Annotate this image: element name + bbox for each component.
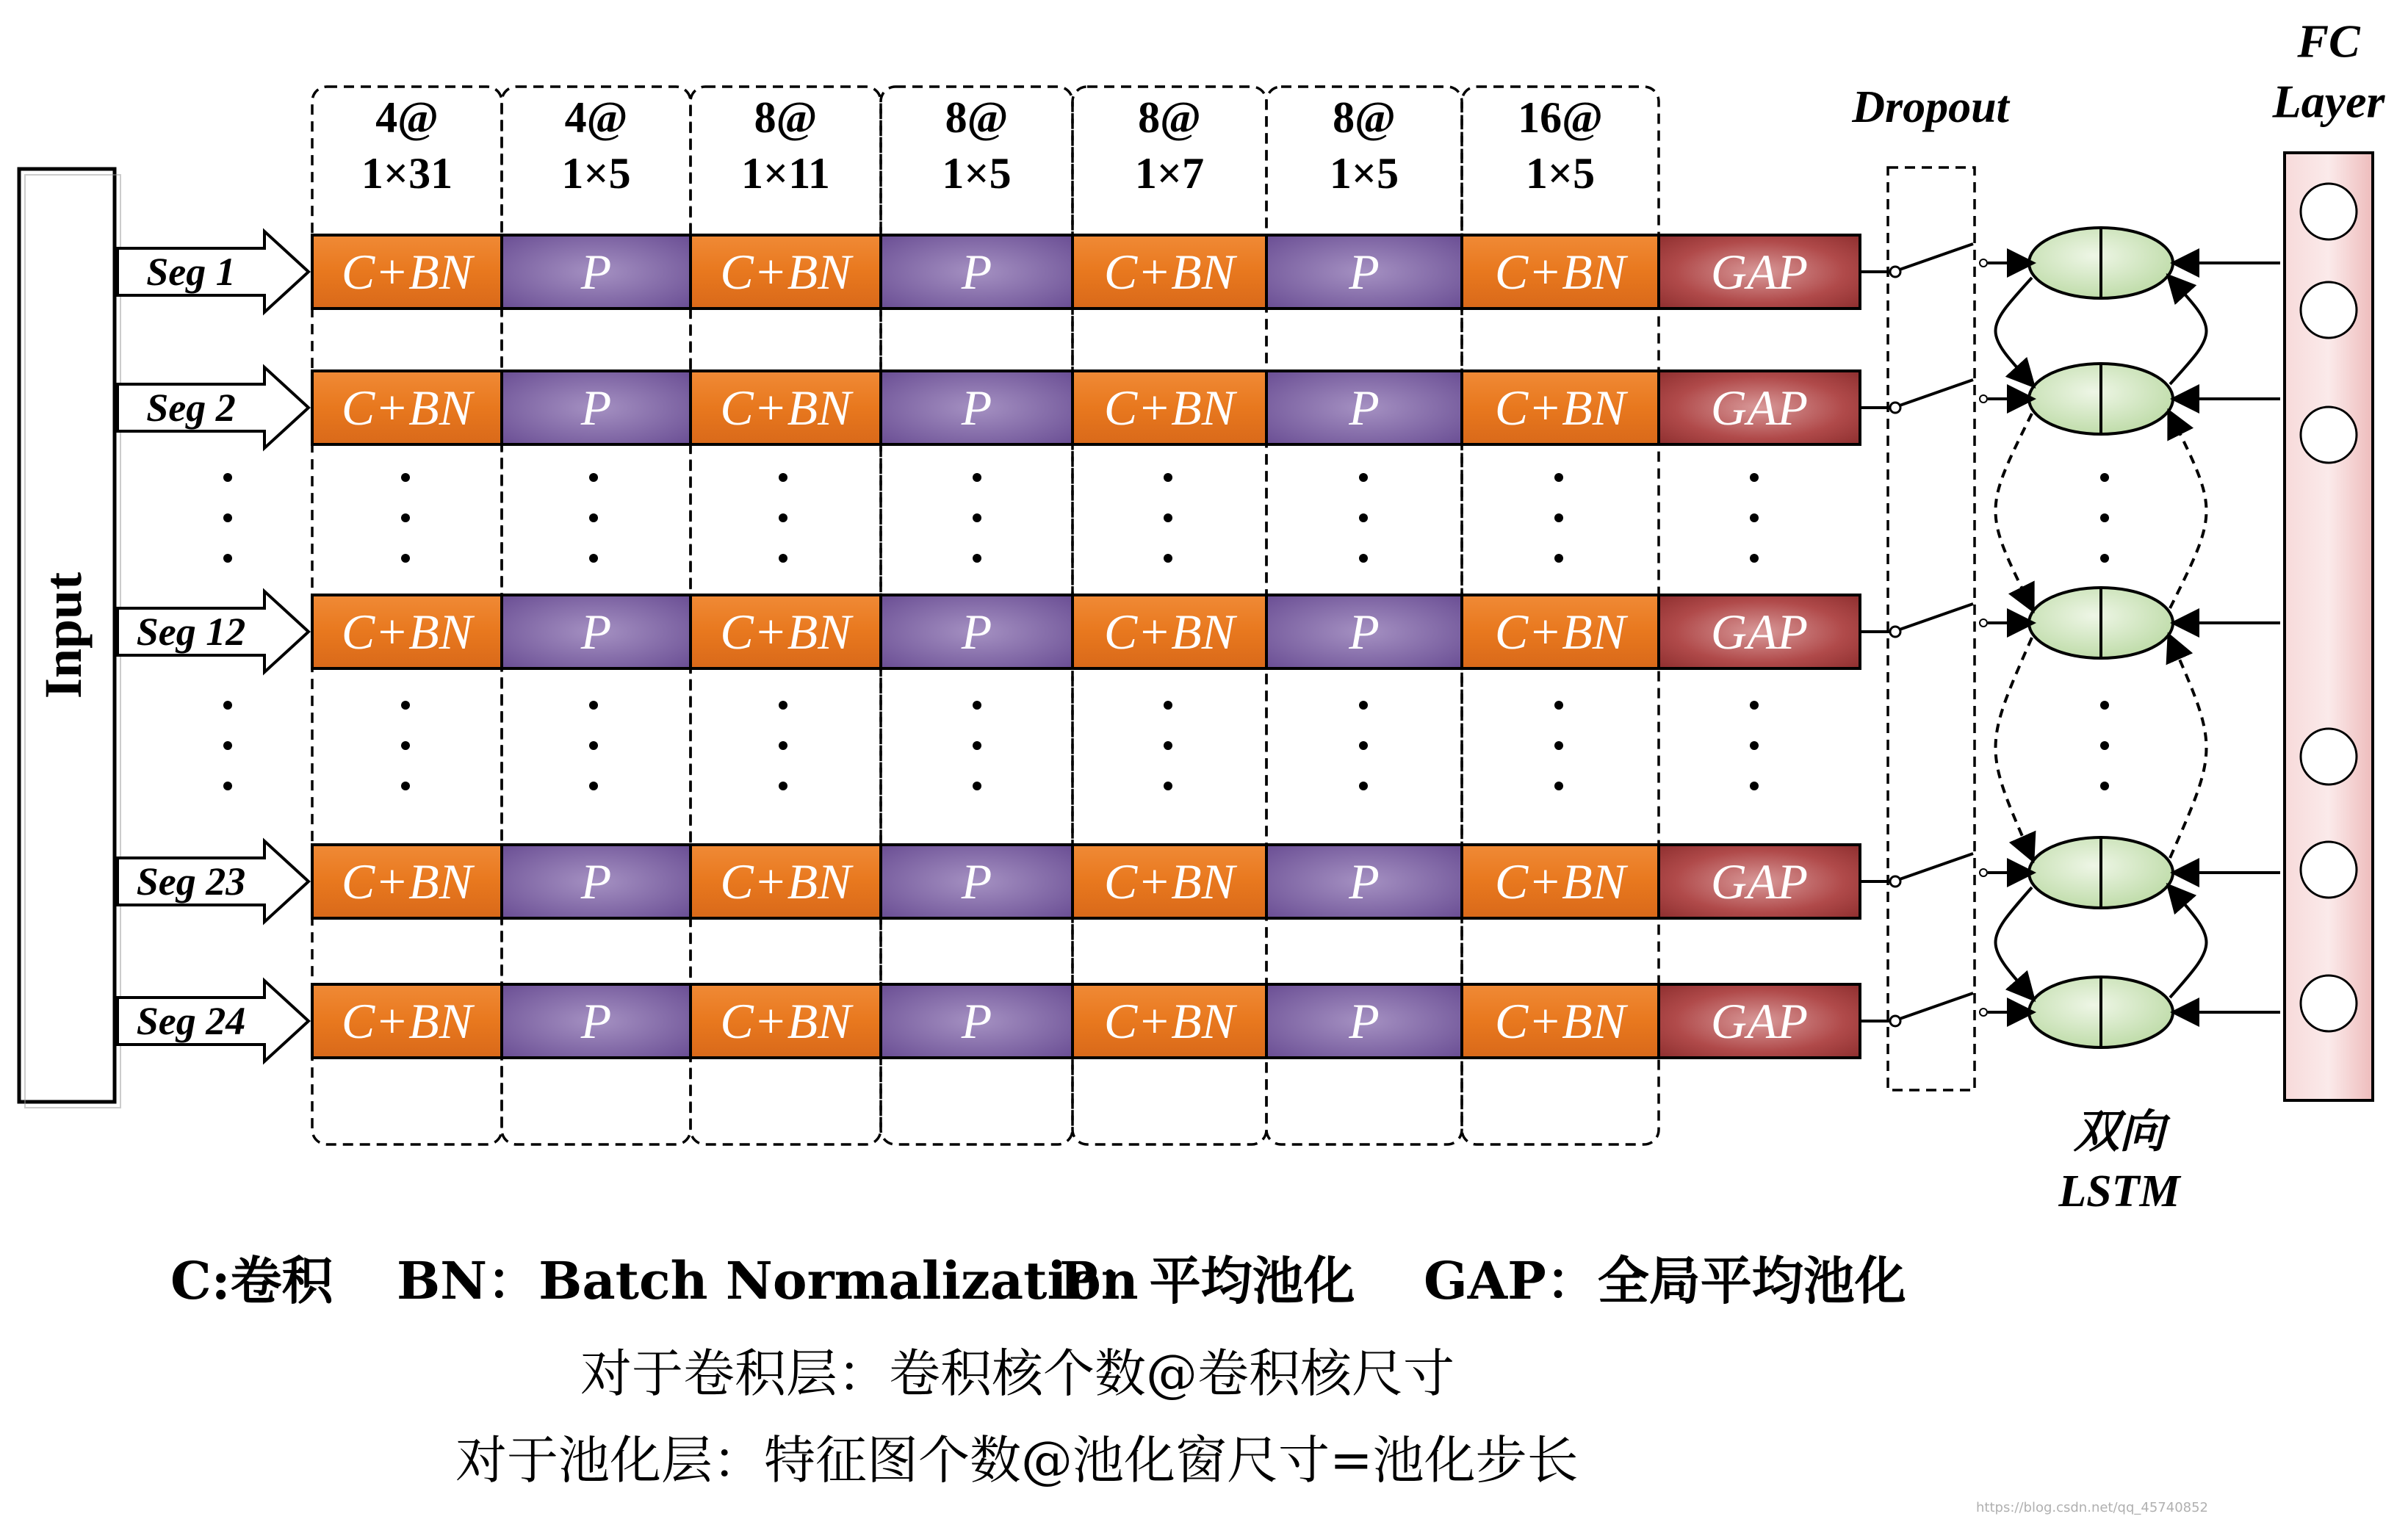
block-label-r3-c1: C+BN	[341, 604, 473, 660]
segment-label-5: Seg 24	[136, 999, 246, 1043]
ellipsis-dot-0-8-0	[1750, 473, 1759, 482]
ellipsis-dot-0-2-1	[589, 513, 598, 522]
ellipsis-dot-1-4-2	[973, 782, 981, 790]
ellipsis-dot-0-6-2	[1359, 554, 1368, 563]
switch-blade-3	[1900, 604, 1973, 630]
block-label-r5-c4: P	[961, 993, 992, 1049]
ellipsis-dot-0-5-0	[1164, 473, 1172, 482]
block-label-r5-c6: P	[1349, 993, 1380, 1049]
fc-label-line2: Layer	[2272, 75, 2385, 128]
lstm-backward-arc-1	[2170, 278, 2207, 384]
switch-pivot-4	[1890, 876, 1900, 887]
switch-pivot-3	[1890, 627, 1900, 637]
ellipsis-dot-1-2-2	[589, 782, 598, 790]
ellipsis-dot-0-0-2	[223, 554, 232, 563]
ellipsis-dot-0-5-1	[1164, 513, 1172, 522]
block-label-r3-c6: P	[1349, 604, 1380, 660]
layer-header-filters-7: 16@	[1518, 93, 1603, 142]
block-label-r2-c4: P	[961, 380, 992, 436]
legend-bn: BN：Batch Normalization	[397, 1250, 1139, 1311]
ellipsis-dot-0-0-1	[223, 513, 232, 522]
ellipsis-dot-1-5-1	[1164, 741, 1172, 750]
legend-pool-layer-note: 对于池化层：特征图个数@池化窗尺寸=池化步长	[455, 1430, 1579, 1490]
fc-neuron-3	[2301, 407, 2357, 463]
segment-label-4: Seg 23	[136, 859, 246, 904]
layer-header-size-4: 1×5	[942, 149, 1012, 198]
block-label-r1-c6: P	[1349, 244, 1380, 300]
block-label-r1-c3: C+BN	[720, 244, 851, 300]
ellipsis-dot-0-7-0	[1554, 473, 1563, 482]
ellipsis-dot-0-9-0	[2100, 473, 2109, 482]
ellipsis-dot-1-3-0	[779, 701, 787, 710]
block-label-r2-c2: P	[580, 380, 612, 436]
switch-pivot-2	[1890, 403, 1900, 413]
legend-pool: P：平均池化	[1059, 1250, 1355, 1311]
block-label-r2-c8: GAP	[1710, 380, 1809, 436]
block-label-r4-c6: P	[1349, 854, 1380, 909]
layer-header-size-3: 1×11	[741, 149, 830, 198]
fc-neuron-5	[2301, 842, 2357, 898]
block-label-r2-c5: C+BN	[1103, 380, 1236, 436]
lstm-forward-arc-3	[1996, 638, 2033, 858]
ellipsis-dot-1-9-0	[2100, 701, 2109, 710]
ellipsis-dot-1-6-0	[1359, 701, 1368, 710]
switch-contact-2	[1980, 395, 1987, 403]
block-label-r3-c7: C+BN	[1494, 604, 1626, 660]
ellipsis-dot-0-5-2	[1164, 554, 1172, 563]
block-label-r4-c7: C+BN	[1494, 854, 1626, 909]
block-label-r2-c3: C+BN	[720, 380, 851, 436]
ellipsis-dot-1-6-1	[1359, 741, 1368, 750]
legend-conv-layer-note: 对于卷积层：卷积核个数@卷积核尺寸	[580, 1344, 1454, 1404]
ellipsis-dot-0-2-2	[589, 554, 598, 563]
legend-gap: GAP：全局平均池化	[1424, 1250, 1906, 1311]
ellipsis-dot-1-4-1	[973, 741, 981, 750]
block-label-r5-c2: P	[580, 993, 612, 1049]
layer-header-size-2: 1×5	[561, 149, 631, 198]
block-label-r1-c5: C+BN	[1103, 244, 1236, 300]
watermark: https://blog.csdn.net/qq_45740852	[1976, 1500, 2209, 1515]
switch-pivot-1	[1890, 267, 1900, 277]
block-label-r4-c1: C+BN	[341, 854, 473, 909]
block-label-r4-c3: C+BN	[720, 854, 851, 909]
block-label-r4-c5: C+BN	[1103, 854, 1236, 909]
ellipsis-dot-1-3-1	[779, 741, 787, 750]
layer-header-filters-1: 4@	[375, 93, 439, 142]
ellipsis-dot-1-7-2	[1554, 782, 1563, 790]
layer-header-filters-6: 8@	[1333, 93, 1396, 142]
lstm-forward-arc-1	[1996, 278, 2033, 384]
layer-header-filters-3: 8@	[754, 93, 818, 142]
ellipsis-dot-0-9-2	[2100, 554, 2109, 563]
block-label-r5-c7: C+BN	[1494, 993, 1626, 1049]
ellipsis-dot-0-4-1	[973, 513, 981, 522]
fc-neuron-6	[2301, 975, 2357, 1031]
segment-label-1: Seg 1	[146, 250, 236, 294]
ellipsis-dot-1-5-0	[1164, 701, 1172, 710]
switch-blade-5	[1900, 993, 1973, 1019]
block-label-r3-c2: P	[580, 604, 612, 660]
ellipsis-dot-0-7-2	[1554, 554, 1563, 563]
lstm-label-line1: 双向	[2073, 1104, 2166, 1158]
layer-header-size-7: 1×5	[1525, 149, 1596, 198]
fc-label-line1: FC	[2297, 15, 2360, 68]
fc-neuron-2	[2301, 282, 2357, 338]
layer-header-size-1: 1×31	[361, 149, 453, 198]
layer-header-filters-4: 8@	[945, 93, 1009, 142]
switch-contact-5	[1980, 1009, 1987, 1016]
ellipsis-dot-0-2-0	[589, 473, 598, 482]
layer-header-filters-2: 4@	[564, 93, 628, 142]
ellipsis-dot-0-8-1	[1750, 513, 1759, 522]
block-label-r3-c5: C+BN	[1103, 604, 1236, 660]
switch-contact-1	[1980, 259, 1987, 267]
ellipsis-dot-1-5-2	[1164, 782, 1172, 790]
segment-label-3: Seg 12	[136, 610, 246, 654]
ellipsis-dot-1-2-1	[589, 741, 598, 750]
ellipsis-dot-1-7-1	[1554, 741, 1563, 750]
switch-blade-2	[1900, 380, 1973, 405]
block-label-r2-c6: P	[1349, 380, 1380, 436]
block-label-r5-c8: GAP	[1710, 993, 1809, 1049]
lstm-forward-arc-4	[1996, 887, 2033, 998]
block-label-r2-c1: C+BN	[341, 380, 473, 436]
ellipsis-dot-0-4-0	[973, 473, 981, 482]
ellipsis-dot-1-0-2	[223, 782, 232, 790]
block-label-r3-c4: P	[961, 604, 992, 660]
block-label-r1-c7: C+BN	[1494, 244, 1626, 300]
block-label-r1-c2: P	[580, 244, 612, 300]
ellipsis-dot-1-8-2	[1750, 782, 1759, 790]
block-label-r2-c7: C+BN	[1494, 380, 1626, 436]
layer-header-filters-5: 8@	[1138, 93, 1201, 142]
ellipsis-dot-1-8-0	[1750, 701, 1759, 710]
lstm-forward-arc-2	[1996, 414, 2033, 608]
layer-header-size-6: 1×5	[1329, 149, 1399, 198]
ellipsis-dot-0-3-2	[779, 554, 787, 563]
ellipsis-dot-1-2-0	[589, 701, 598, 710]
segment-label-2: Seg 2	[146, 386, 236, 430]
block-label-r5-c5: C+BN	[1103, 993, 1236, 1049]
switch-blade-4	[1900, 854, 1973, 879]
switch-blade-1	[1900, 244, 1973, 270]
legend-conv: C:卷积	[170, 1250, 334, 1311]
ellipsis-dot-1-1-2	[401, 782, 410, 790]
lstm-label-line2: LSTM	[2058, 1166, 2180, 1216]
block-label-r1-c8: GAP	[1710, 244, 1809, 300]
ellipsis-dot-1-4-0	[973, 701, 981, 710]
ellipsis-dot-0-8-2	[1750, 554, 1759, 563]
ellipsis-dot-0-0-0	[223, 473, 232, 482]
switch-contact-3	[1980, 619, 1987, 627]
ellipsis-dot-1-6-2	[1359, 782, 1368, 790]
switch-pivot-5	[1890, 1016, 1900, 1026]
block-label-r4-c8: GAP	[1710, 854, 1809, 909]
ellipsis-dot-1-1-0	[401, 701, 410, 710]
ellipsis-dot-0-1-2	[401, 554, 410, 563]
block-label-r5-c1: C+BN	[341, 993, 473, 1049]
ellipsis-dot-0-4-2	[973, 554, 981, 563]
block-label-r3-c8: GAP	[1710, 604, 1809, 660]
ellipsis-dot-0-6-0	[1359, 473, 1368, 482]
lstm-backward-arc-4	[2170, 887, 2207, 998]
ellipsis-dot-1-9-2	[2100, 782, 2109, 790]
input-label: Input	[34, 571, 93, 699]
ellipsis-dot-0-3-1	[779, 513, 787, 522]
ellipsis-dot-0-1-0	[401, 473, 410, 482]
lstm-backward-arc-2	[2170, 414, 2207, 608]
ellipsis-dot-0-6-1	[1359, 513, 1368, 522]
ellipsis-dot-1-8-1	[1750, 741, 1759, 750]
block-label-r1-c4: P	[961, 244, 992, 300]
fc-neuron-1	[2301, 184, 2357, 239]
ellipsis-dot-1-7-0	[1554, 701, 1563, 710]
block-label-r4-c4: P	[961, 854, 992, 909]
switch-contact-4	[1980, 869, 1987, 876]
layer-header-size-5: 1×7	[1134, 149, 1205, 198]
block-label-r5-c3: C+BN	[720, 993, 851, 1049]
block-label-r4-c2: P	[580, 854, 612, 909]
ellipsis-dot-1-9-1	[2100, 741, 2109, 750]
ellipsis-dot-1-3-2	[779, 782, 787, 790]
ellipsis-dot-0-3-0	[779, 473, 787, 482]
fc-neuron-4	[2301, 729, 2357, 785]
ellipsis-dot-0-7-1	[1554, 513, 1563, 522]
block-label-r1-c1: C+BN	[341, 244, 473, 300]
ellipsis-dot-0-9-1	[2100, 513, 2109, 522]
ellipsis-dot-0-1-1	[401, 513, 410, 522]
lstm-backward-arc-3	[2170, 638, 2207, 858]
ellipsis-dot-1-0-0	[223, 701, 232, 710]
block-label-r3-c3: C+BN	[720, 604, 851, 660]
ellipsis-dot-1-1-1	[401, 741, 410, 750]
ellipsis-dot-1-0-1	[223, 741, 232, 750]
dropout-label: Dropout	[1852, 82, 2009, 132]
